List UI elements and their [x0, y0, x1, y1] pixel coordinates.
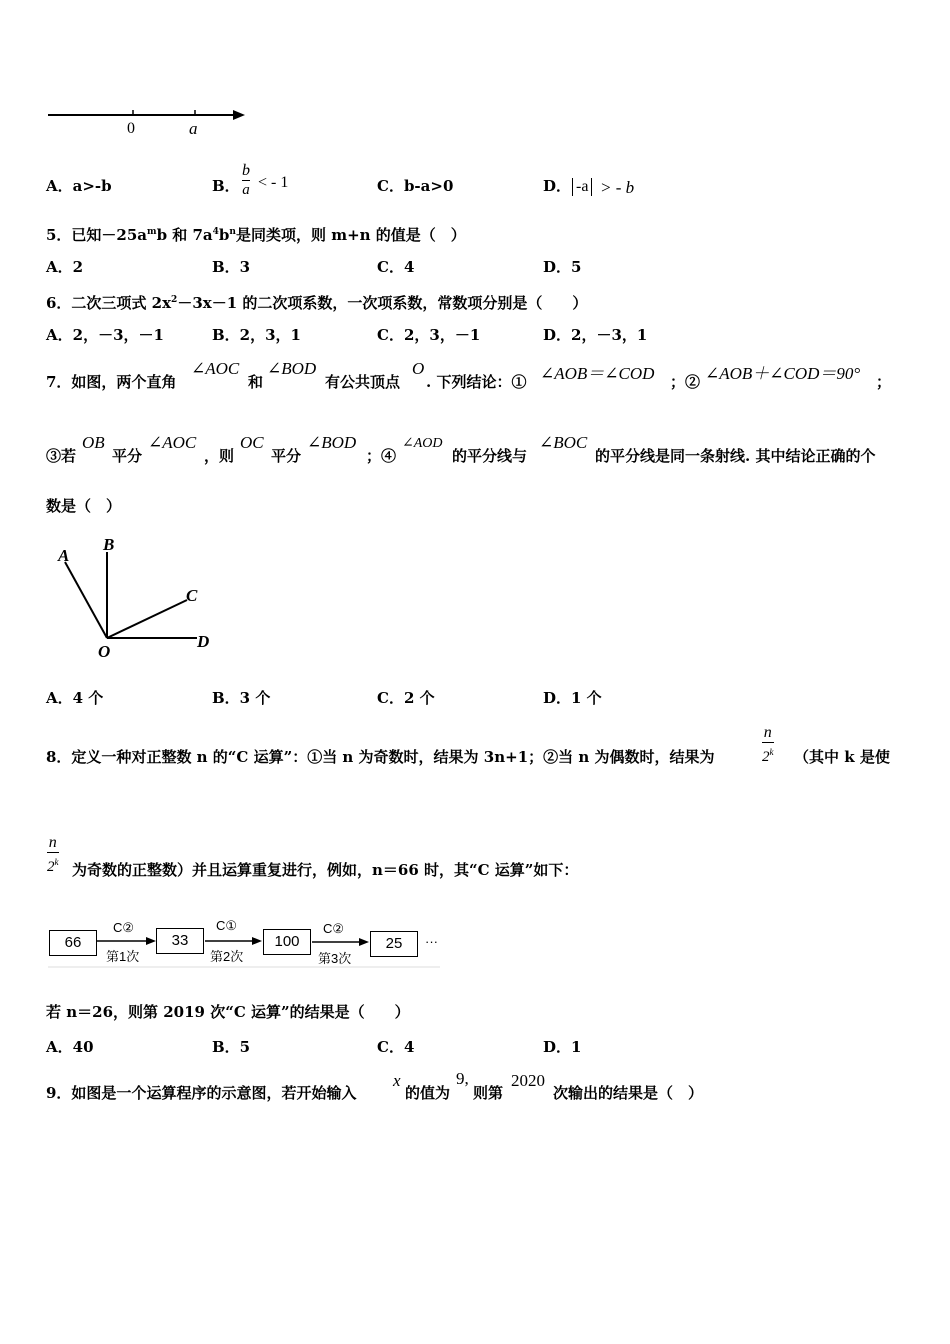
- q8-fraction-1-den-base: 2: [762, 749, 770, 765]
- q5-option-c: C．4: [377, 258, 415, 276]
- flow-op-3: C②: [323, 921, 345, 936]
- flow-step-1: 第1次: [106, 949, 140, 964]
- flow-step-2: 第2次: [210, 949, 244, 964]
- q7-text-3: 有公共顶点: [325, 373, 401, 391]
- q9-math-x: x: [393, 1071, 401, 1090]
- q8-line1: 8．定义一种对正整数 n 的“C 运算”：①当 n 为奇数时，结果为 3n+1；②当 n 为偶数时，结果为: [46, 748, 715, 766]
- q7-text-5: ；②: [670, 373, 701, 391]
- q8-fraction-1-den-sup: k: [769, 747, 774, 757]
- q7-math-conclusion-1: ∠AOB＝∠COD: [540, 364, 655, 383]
- q7-line2-text-e: ；④: [366, 447, 397, 465]
- q8-option-a: A．40: [46, 1038, 94, 1056]
- q5-sup2: 4: [212, 227, 219, 237]
- q8-line1-tail: （其中 k 是使: [794, 748, 890, 766]
- q7-option-b: B．3 个: [212, 689, 271, 707]
- q7-option-a: A．4 个: [46, 689, 104, 707]
- flow-ellipsis: ···: [425, 934, 438, 949]
- q6-post: －3x－1 的二次项系数，一次项系数，常数项分别是（ ）: [177, 294, 588, 312]
- q7-fig-label-c: C: [186, 586, 198, 605]
- number-line: [40, 100, 260, 145]
- q7-text-6: ；: [876, 373, 892, 391]
- q8-fraction-2-num: n: [48, 834, 57, 851]
- q7-line2-text-b: 平分: [112, 447, 143, 465]
- numberline-a-label: a: [189, 119, 198, 138]
- q8-option-b: B．5: [212, 1038, 251, 1056]
- q4-option-d-rest: > - b: [600, 178, 635, 197]
- q7-fig-label-d: D: [197, 632, 210, 651]
- q4-b-denominator: a: [242, 182, 250, 198]
- q4-option-d-abs-content: -a: [576, 178, 589, 195]
- q7-fig-label-b: B: [103, 535, 115, 554]
- q5-sup3: n: [229, 227, 236, 237]
- q5-mid: b 和 7a: [156, 226, 213, 244]
- q7-fig-label-a: A: [58, 546, 70, 565]
- q4-option-d-abs: [572, 178, 592, 196]
- flow-op-2: C①: [216, 918, 238, 933]
- q9-text-3: 则第: [473, 1084, 504, 1102]
- q7-text-4: . 下列结论：①: [426, 373, 527, 391]
- q7-math-o: O: [412, 359, 425, 378]
- q6-question: [46, 290, 587, 313]
- q5-question: [46, 222, 466, 245]
- q5-mid2: b: [218, 226, 230, 244]
- q5-sup1: m: [147, 227, 157, 237]
- q8-line3: 若 n＝26，则第 2019 次“C 运算”的结果是（ ）: [46, 1003, 410, 1021]
- q9-text-4: 次输出的结果是（ ）: [553, 1084, 704, 1102]
- q8-fraction-2-den: [47, 852, 59, 876]
- q7-line2-math-oc: OC: [240, 433, 264, 452]
- q7-line2-text-f: 的平分线与: [452, 447, 528, 465]
- q8-option-d: D．1: [543, 1038, 582, 1056]
- q7-fig-label-o: O: [98, 642, 111, 661]
- q6-option-b: B．2，3，1: [212, 326, 301, 344]
- q5-pre: 5．已知－25a: [46, 226, 148, 244]
- q7-text-1: 7．如图，两个直角: [46, 373, 177, 391]
- q9-math-9: 9,: [456, 1069, 469, 1088]
- flow-box-3: 100: [263, 929, 311, 955]
- q8-fraction-2-den-sup: k: [54, 857, 59, 867]
- q7-line2-math-aod: ∠AOD: [402, 436, 443, 451]
- q7-line3: 数是（ ）: [46, 497, 122, 515]
- q8-fraction-1-num: n: [763, 724, 772, 741]
- q7-line2-text-a: ③若: [46, 447, 77, 465]
- q4-option-c: C．b-a>0: [377, 177, 454, 195]
- numberline-zero-label: 0: [127, 120, 135, 137]
- q7-line2-math-boc: ∠BOC: [539, 433, 588, 452]
- q6-option-a: A．2，－3，－1: [46, 326, 164, 344]
- q4-option-b-prefix: B．: [212, 177, 240, 195]
- q7-option-d: D．1 个: [543, 689, 602, 707]
- q7-text-2: 和: [248, 373, 264, 391]
- q7-math-aoc: ∠AOC: [191, 359, 240, 378]
- q7-line2-math-bod: ∠BOD: [307, 433, 357, 452]
- q9-text-2: 的值为: [405, 1084, 451, 1102]
- q8-fraction-2: [47, 834, 59, 876]
- q6-pre: 6．二次三项式 2x: [46, 294, 172, 312]
- flow-box-2: 33: [156, 928, 204, 954]
- q8-option-c: C．4: [377, 1038, 415, 1056]
- q9-math-2020: 2020: [511, 1071, 545, 1090]
- q5-post: 是同类项，则 m+n 的值是（ ）: [235, 226, 466, 244]
- q5-option-b: B．3: [212, 258, 251, 276]
- q7-option-c: C．2 个: [377, 689, 435, 707]
- flow-box-1: 66: [49, 930, 97, 956]
- q4-option-b-fraction: [242, 162, 250, 199]
- flow-op-1: C②: [113, 920, 135, 935]
- q7-line2-math-aoc: ∠AOC: [148, 433, 197, 452]
- q6-sup: 2: [171, 295, 178, 305]
- q7-math-conclusion-2: ∠AOB＋∠COD＝90°: [705, 364, 861, 383]
- q8-line2: 为奇数的正整数）并且运算重复进行，例如，n＝66 时，其“C 运算”如下：: [72, 861, 579, 879]
- q9-text-1: 9．如图是一个运算程序的示意图，若开始输入: [46, 1084, 357, 1102]
- q6-option-c: C．2，3，－1: [377, 326, 481, 344]
- q7-line2-text-g: 的平分线是同一条射线. 其中结论正确的个: [595, 447, 876, 465]
- q4-option-a: A．a>-b: [46, 177, 112, 195]
- q7-line2-text-c: ，则: [204, 447, 235, 465]
- q5-option-a: A．2: [46, 258, 84, 276]
- q8-fraction-1: [762, 724, 774, 766]
- q4-option-b-rest: < - 1: [258, 174, 289, 191]
- q7-line2-math-ob: OB: [82, 433, 105, 452]
- q8-fraction-2-den-base: 2: [47, 859, 55, 875]
- q5-option-d: D．5: [543, 258, 582, 276]
- q8-fraction-1-den: [762, 742, 774, 766]
- q4-b-numerator: b: [242, 162, 250, 179]
- q4-option-d-prefix: D．: [543, 177, 572, 195]
- q7-line2-text-d: 平分: [271, 447, 302, 465]
- flow-box-4: 25: [370, 931, 418, 957]
- q7-math-bod: ∠BOD: [267, 359, 317, 378]
- flow-step-3: 第3次: [318, 951, 352, 966]
- q6-option-d: D．2，－3，1: [543, 326, 648, 344]
